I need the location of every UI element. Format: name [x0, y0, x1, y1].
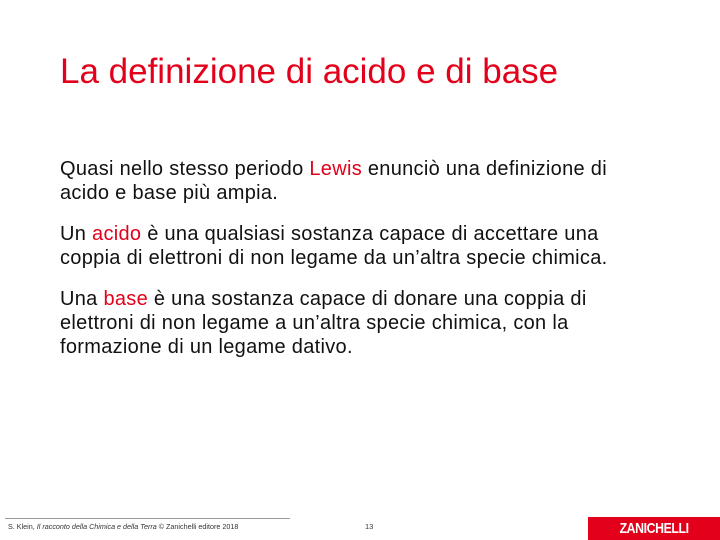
paragraph-text: è una sostanza capace di donare una coppia di elettroni di non legame a un’altra specie chimica, con la formazione di un legame dativo. — [60, 288, 587, 358]
citation-publisher: © Zanichelli editore 2018 — [156, 522, 239, 531]
citation-author: S. Klein, — [8, 522, 37, 531]
highlight-lewis: Lewis — [309, 158, 362, 180]
highlight-acido: acido — [92, 223, 142, 245]
footer-divider — [5, 518, 290, 519]
highlight-base: base — [103, 288, 149, 310]
zanichelli-logo — [588, 517, 720, 540]
slide-body — [60, 157, 620, 376]
paragraph-lewis — [60, 157, 620, 205]
paragraph-text: Una — [60, 288, 104, 310]
paragraph-text: Un — [60, 223, 93, 245]
slide-title: La definizione di acido e di base — [60, 52, 559, 91]
logo-text: ZANICHELLI — [619, 520, 689, 537]
citation-book-title: Il racconto della Chimica e della Terra — [36, 522, 157, 531]
paragraph-text: è una qualsiasi sostanza capace di accettare una coppia di elettroni di non legame da un’altra specie chimica. — [60, 223, 608, 269]
paragraph-base — [60, 287, 620, 359]
paragraph-acid — [60, 222, 620, 270]
paragraph-text: enunciò una definizione di acido e base più ampia. — [60, 158, 607, 204]
paragraph-text: Quasi nello stesso periodo — [60, 158, 310, 180]
page-number: 13 — [365, 522, 374, 531]
footer-citation — [8, 522, 238, 531]
